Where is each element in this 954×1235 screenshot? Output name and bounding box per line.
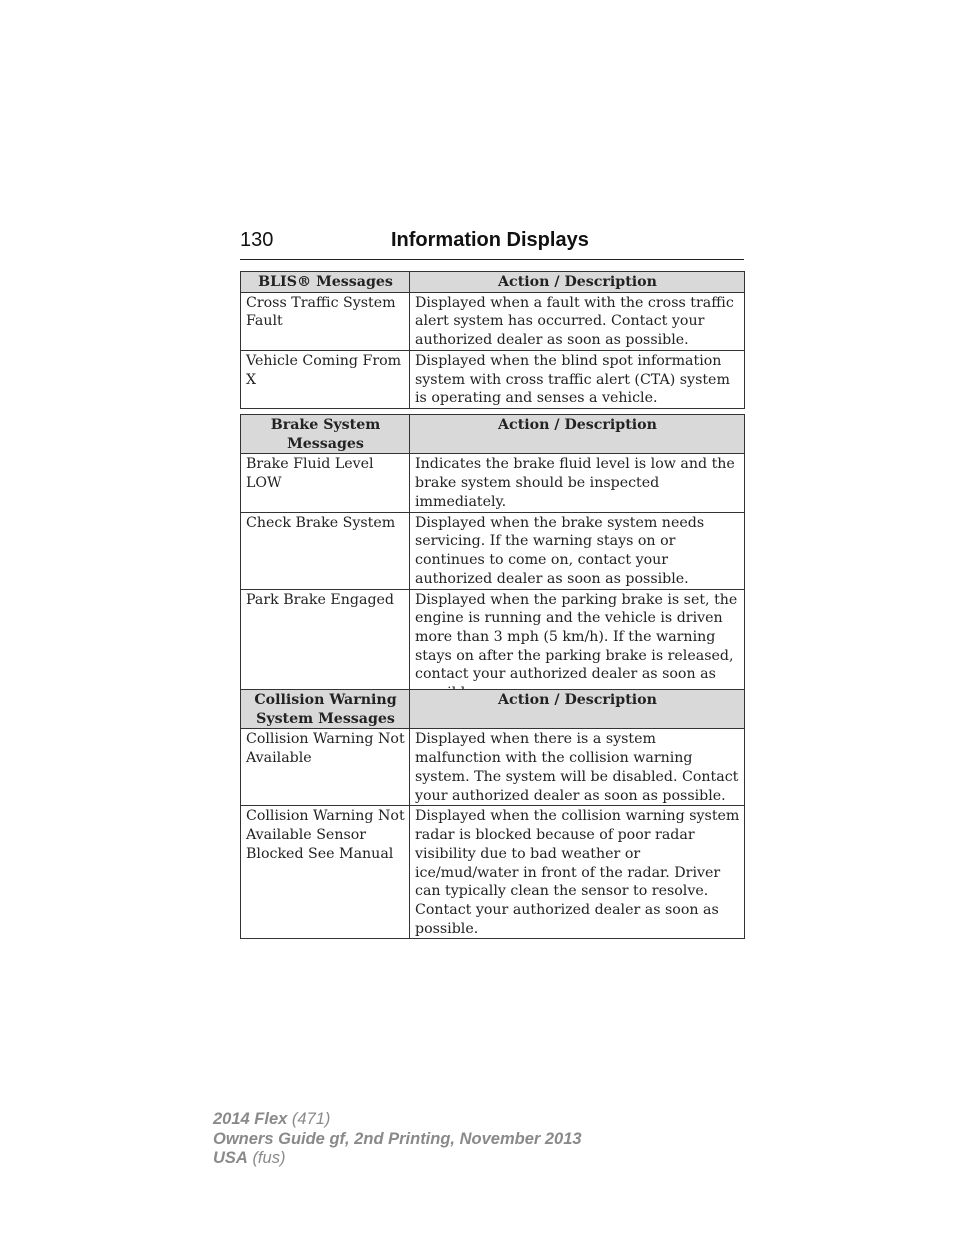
message-cell: Collision Warning Not Available bbox=[241, 729, 410, 806]
column-header-messages: Brake System Messages bbox=[241, 415, 410, 454]
brake-system-messages-table bbox=[240, 414, 745, 704]
table-row bbox=[241, 729, 745, 806]
description-cell: Displayed when a fault with the cross traffic alert system has occurred. Contact your authorized dealer as soon as possible. bbox=[410, 292, 745, 350]
message-cell: Brake Fluid Level LOW bbox=[241, 454, 410, 512]
footer-guide: Owners Guide gf, 2nd Printing, November 2013 bbox=[213, 1129, 582, 1148]
description-cell: Displayed when the collision warning system radar is blocked because of poor radar visibility due to bad weather or ice/mud/water in front of the radar. Driver can typically clean the sensor to resolve. Contact your authorized dealer as soon as possible. bbox=[410, 806, 745, 939]
table-row bbox=[241, 806, 745, 939]
blis-messages-table bbox=[240, 271, 745, 409]
description-cell: Displayed when the brake system needs servicing. If the warning stays on or continues to come on, contact your authorized dealer as soon as possible. bbox=[410, 512, 745, 589]
column-header-messages: Collision Warning System Messages bbox=[241, 690, 410, 729]
column-header-action: Action / Description bbox=[410, 690, 745, 729]
table-row bbox=[241, 589, 745, 703]
section-title: Information Displays bbox=[391, 229, 589, 251]
description-cell: Displayed when the parking brake is set, the engine is running and the vehicle is driven more than 3 mph (5 km/h). If the warning stays on after the parking brake is released, contact your authorized dealer as soon as bbox=[410, 589, 745, 703]
footer-model: 2014 Flex bbox=[213, 1110, 288, 1128]
table-row bbox=[241, 512, 745, 589]
message-cell: Collision Warning Not Available Sensor Blocked See Manual bbox=[241, 806, 410, 939]
description-cell: Indicates the brake fluid level is low and the brake system should be inspected immediately. bbox=[410, 454, 745, 512]
column-header-messages: BLIS® Messages bbox=[241, 272, 410, 293]
footer-model-code: (471) bbox=[291, 1110, 331, 1128]
description-cell: Displayed when there is a system malfunction with the collision warning system. The system will be disabled. Contact your authorized dealer as soon as possible. bbox=[410, 729, 745, 806]
footer-market-code: (fus) bbox=[252, 1149, 286, 1167]
footer-guide-line bbox=[213, 1130, 582, 1150]
message-cell: Vehicle Coming From X bbox=[241, 350, 410, 408]
page-footer bbox=[213, 1110, 582, 1169]
table-header-row bbox=[241, 690, 745, 729]
message-cell: Cross Traffic System Fault bbox=[241, 292, 410, 350]
page-number: 130 bbox=[240, 229, 274, 251]
table-header-row bbox=[241, 415, 745, 454]
table-row bbox=[241, 350, 745, 408]
description-cell: Displayed when the blind spot information system with cross traffic alert (CTA) system is operating and senses a vehicle. bbox=[410, 350, 745, 408]
table-header-row bbox=[241, 272, 745, 293]
footer-market: USA bbox=[213, 1149, 248, 1167]
message-cell: Check Brake System bbox=[241, 512, 410, 589]
collision-warning-messages-table bbox=[240, 689, 745, 939]
page-header bbox=[240, 229, 744, 260]
table-row bbox=[241, 292, 745, 350]
column-header-action: Action / Description bbox=[410, 415, 745, 454]
footer-model-line bbox=[213, 1110, 582, 1130]
column-header-action: Action / Description bbox=[410, 272, 745, 293]
message-cell: Park Brake Engaged bbox=[241, 589, 410, 703]
footer-market-line bbox=[213, 1149, 582, 1169]
table-row bbox=[241, 454, 745, 512]
